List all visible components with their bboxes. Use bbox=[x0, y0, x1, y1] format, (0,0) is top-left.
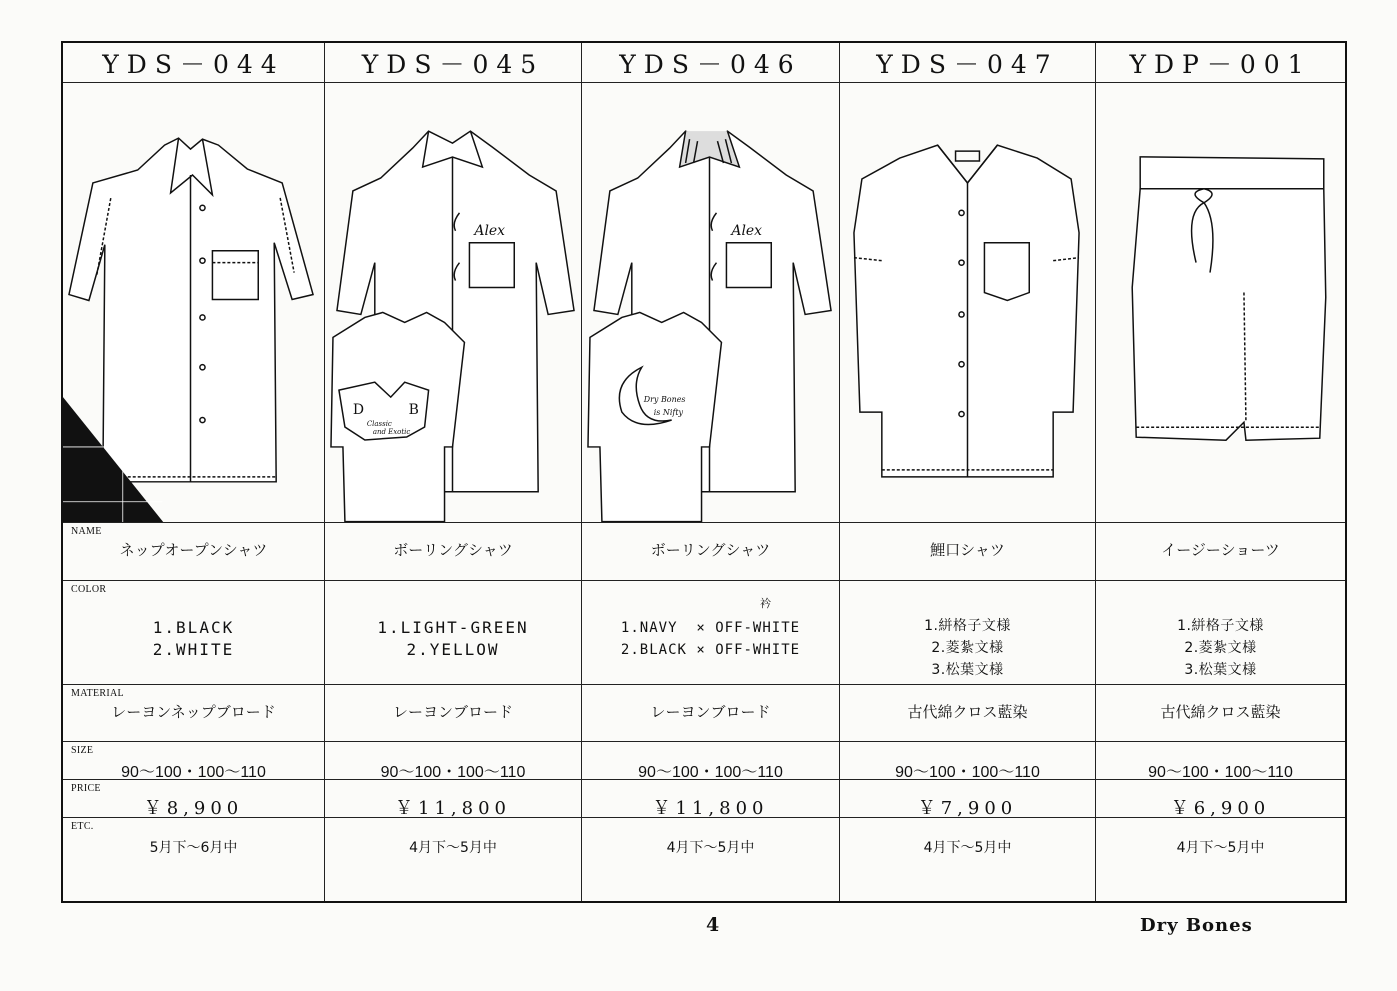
product-price: ￥6,900 bbox=[1170, 798, 1271, 818]
product-size: 90～100・100～110 bbox=[1148, 764, 1293, 780]
size-cell bbox=[325, 742, 582, 780]
color-cell bbox=[63, 581, 325, 685]
product-size: 90～100・100～110 bbox=[638, 764, 783, 780]
illustration-koikuchi-shirt bbox=[840, 83, 1096, 523]
back-embroidery-line1: Dry Bones bbox=[643, 395, 686, 405]
product-size: 90～100・100～110 bbox=[895, 764, 1040, 780]
product-name: イージーショーツ bbox=[1161, 541, 1280, 559]
color-option: 1.NAVY × OFF-WHITE bbox=[620, 620, 801, 636]
name-cell bbox=[1096, 523, 1345, 581]
product-material: レーヨンブロード bbox=[650, 703, 771, 721]
color-cell bbox=[840, 581, 1096, 685]
back-embroidery-classic: Classic bbox=[366, 420, 392, 429]
color-option: 2.WHITE bbox=[152, 640, 235, 659]
material-cell bbox=[325, 685, 582, 742]
product-name: ボーリングシャツ bbox=[650, 541, 771, 559]
color-cell bbox=[325, 581, 582, 685]
material-cell bbox=[1096, 685, 1345, 742]
delivery-period: 4月下～5月中 bbox=[923, 840, 1012, 856]
product-material: レーヨンネップブロード bbox=[111, 703, 276, 721]
catalog-table bbox=[61, 41, 1347, 903]
illustration-easy-shorts bbox=[1096, 83, 1345, 523]
color-option: 2.BLACK × OFF-WHITE bbox=[620, 642, 801, 658]
color-option: 3.松葉文様 bbox=[1184, 662, 1257, 678]
front-embroidery-text: Alex bbox=[731, 222, 763, 239]
product-material: 古代綿クロス藍染 bbox=[1160, 703, 1281, 721]
product-code: YDS－046 bbox=[582, 43, 840, 83]
name-cell bbox=[325, 523, 582, 581]
color-option: 1.LIGHT-GREEN bbox=[377, 618, 529, 637]
collar-note: 衿 bbox=[760, 597, 771, 610]
color-option: 2.YELLOW bbox=[406, 640, 500, 659]
product-code: YDP－001 bbox=[1096, 43, 1345, 83]
back-embroidery-line2: is Nifty bbox=[653, 408, 684, 418]
color-option: 1.BLACK bbox=[152, 618, 235, 637]
etc-cell bbox=[325, 818, 582, 901]
product-price: ￥8,900 bbox=[143, 798, 244, 818]
size-cell bbox=[63, 742, 325, 780]
price-cell bbox=[63, 780, 325, 818]
back-embroidery-d: D bbox=[352, 402, 365, 419]
back-embroidery-exotic: and Exotic bbox=[372, 427, 411, 436]
product-size: 90～100・100～110 bbox=[380, 764, 526, 780]
price-cell bbox=[582, 780, 840, 818]
size-cell bbox=[1096, 742, 1345, 780]
delivery-period: 5月下～6月中 bbox=[149, 840, 238, 856]
product-size: 90～100・100～110 bbox=[121, 764, 266, 780]
brand-name: Dry Bones bbox=[1140, 915, 1253, 936]
product-code: YDS－045 bbox=[325, 43, 582, 83]
product-code: YDS－047 bbox=[840, 43, 1096, 83]
material-cell bbox=[840, 685, 1096, 742]
etc-cell bbox=[1096, 818, 1345, 901]
name-label: NAME bbox=[71, 526, 102, 537]
color-option: 1.絣格子文様 bbox=[1177, 618, 1264, 634]
delivery-period: 4月下～5月中 bbox=[409, 840, 497, 856]
etc-cell bbox=[63, 818, 325, 901]
name-cell bbox=[840, 523, 1096, 581]
color-cell bbox=[1096, 581, 1345, 685]
size-label: SIZE bbox=[71, 745, 94, 756]
product-name: 鯉口シャツ bbox=[930, 541, 1005, 559]
back-embroidery-b: B bbox=[408, 402, 419, 419]
product-material: レーヨンブロード bbox=[392, 703, 513, 721]
name-cell bbox=[582, 523, 840, 581]
material-cell bbox=[582, 685, 840, 742]
product-material: 古代綿クロス藍染 bbox=[907, 703, 1028, 721]
product-name: ネップオープンシャツ bbox=[119, 541, 268, 559]
color-cell bbox=[582, 581, 840, 685]
product-code: YDS－044 bbox=[63, 43, 325, 83]
material-cell bbox=[63, 685, 325, 742]
product-name: ボーリングシャツ bbox=[393, 541, 513, 559]
illustration-bowling-shirt-dry-bones bbox=[582, 83, 840, 523]
color-option: 3.松葉文様 bbox=[931, 662, 1004, 678]
product-price: ￥7,900 bbox=[917, 798, 1018, 818]
price-cell bbox=[325, 780, 582, 818]
delivery-period: 4月下～5月中 bbox=[1176, 840, 1265, 856]
front-embroidery-text: Alex bbox=[474, 222, 506, 239]
size-cell bbox=[582, 742, 840, 780]
color-label: COLOR bbox=[71, 584, 107, 595]
color-option: 1.絣格子文様 bbox=[924, 618, 1011, 634]
illustration-bowling-shirt-alex bbox=[325, 83, 582, 523]
product-price: ￥11,800 bbox=[395, 798, 511, 818]
etc-label: ETC. bbox=[71, 821, 94, 832]
price-label: PRICE bbox=[71, 783, 101, 794]
price-cell bbox=[840, 780, 1096, 818]
etc-cell bbox=[582, 818, 840, 901]
size-cell bbox=[840, 742, 1096, 780]
material-label: MATERIAL bbox=[71, 688, 124, 699]
delivery-period: 4月下～5月中 bbox=[666, 840, 755, 856]
page-number: 4 bbox=[706, 914, 720, 936]
name-cell bbox=[63, 523, 325, 581]
color-option: 2.菱紮文様 bbox=[1184, 640, 1257, 656]
price-cell bbox=[1096, 780, 1345, 818]
etc-cell bbox=[840, 818, 1096, 901]
color-option: 2.菱紮文様 bbox=[931, 640, 1004, 656]
illustration-open-collar-shirt bbox=[63, 83, 325, 523]
product-price: ￥11,800 bbox=[652, 798, 769, 818]
